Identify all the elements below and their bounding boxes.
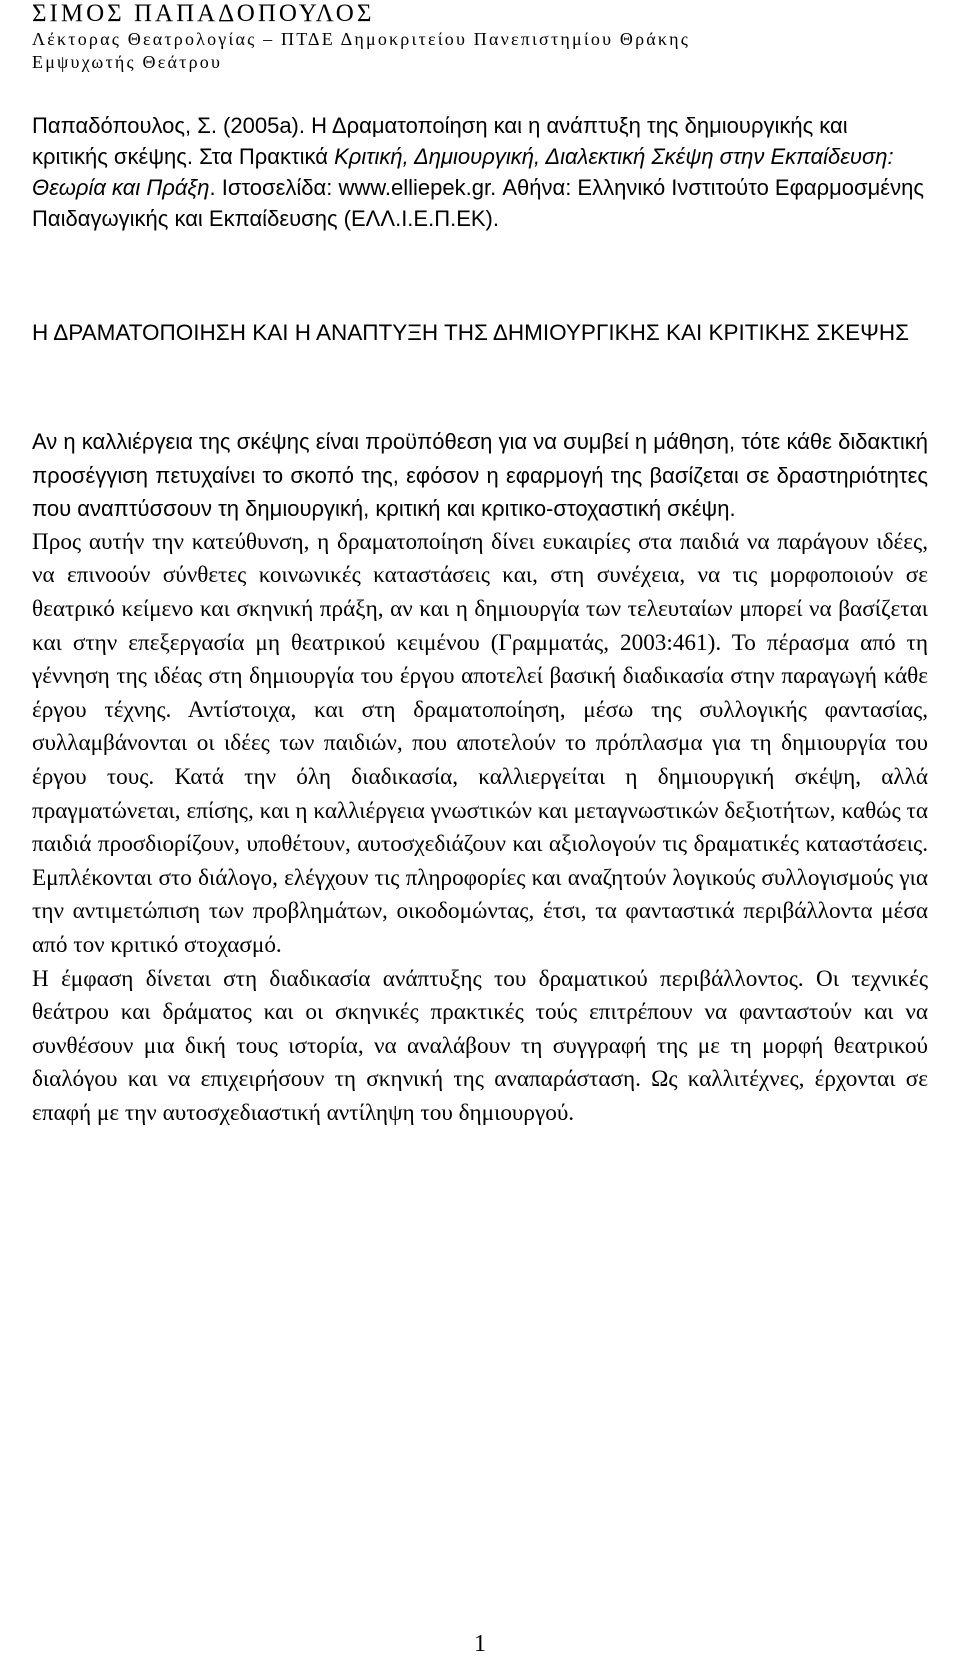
citation-text-start: Παπαδόπουλος, Σ. (2005a). Η Δραματοποίηση και η ανάπτυξη της δημιουργικής και κριτικής σκέψης. Στα Πρακτικά bbox=[32, 113, 848, 169]
paragraph-3: Η έμφαση δίνεται στη διαδικασία ανάπτυξης του δραματικού περιβάλλοντος. Οι τεχνικές θεάτρου και δράματος και οι σκηνικές πρακτικές τούς επιτρέπουν να φανταστούν και να συνθέσουν μια δική τους ιστορία, να αναλάβουν τη συγγραφή της με τη μορφή θεατρικού διαλόγου και να επιχειρήσουν τη σκηνική της αναπαράσταση. Ως καλλιτέχνες, έρχονται σε επαφή με την αυτοσχεδιαστική αντίληψη του δημιουργού. bbox=[32, 965, 928, 1126]
citation bbox=[32, 110, 928, 234]
citation-italic-title: Κριτική, Δημιουργική, Διαλεκτική Σκέψη στην Εκπαίδευση: Θεωρία και Πράξη bbox=[32, 144, 894, 200]
citation-text-end: . Ιστοσελίδα: www.elliepek.gr. Αθήνα: Ελληνικό Ινστιτούτο Εφαρμοσμένης Παιδαγωγικής και Εκπαίδευσης (ΕΛΛ.Ι.Ε.Π.ΕΚ). bbox=[32, 175, 924, 231]
paragraph-2: Προς αυτήν την κατεύθυνση, η δραματοποίηση δίνει ευκαιρίες στα παιδιά να παράγουν ιδέες, να επινοούν σύνθετες κοινωνικές καταστάσεις και, στη συνέχεια, να τις μορφοποιούν σε θεατρικό κείμενο και σκηνική πράξη, αν και η δημιουργία των τελευταίων μπορεί να βασίζεται και στην επεξεργασία μη θεατρικού κειμένου (Γραμματάς, 2003:461). Το πέρασμα από τη γέννηση της ιδέας στη δημιουργία του έργου αποτελεί βασική διαδικασία στην παραγωγή κάθε έργου τέχνης. Αντίστοιχα, και στη δραματοποίηση, μέσω της συλλογικής φαντασίας, συλλαμβάνονται οι ιδέες των παιδιών, που αποτελούν το πρόπλασμα για τη δημιουργία του έργου τους. Κατά την όλη διαδικασία, καλλιεργείται η δημιουργική σκέψη, αλλά πραγματώνεται, επίσης, και η καλλιέργεια γνωστικών και μεταγνωστικών δεξιοτήτων, καθώς τα παιδιά προσδιορίζουν, υποθέτουν, αυτοσχεδιάζουν και αξιολογούν τις δραματικές καταστάσεις. Εμπλέκονται στο διάλογο, ελέγχουν τις πληροφορίες και αναζητούν λογικούς συλλογισμούς για την αντιμετώπιση των προβλημάτων, οικοδομώντας, έτσι, τα φανταστικά περιβάλλοντα μέσα από τον κριτικό στοχασμό. bbox=[32, 528, 928, 958]
paragraph-1: Αν η καλλιέργεια της σκέψης είναι προϋπόθεση για να συμβεί η μάθηση, τότε κάθε διδακτική προσέγγιση πετυχαίνει το σκοπό της, εφόσον η εφαρμογή της βασίζεται σε δραστηριότητες που αναπτύσσουν τη δημιουργική, κριτική και κριτικο-στοχαστική σκέψη. bbox=[32, 429, 928, 522]
section-heading: Η ΔΡΑΜΑΤΟΠΟΙΗΣΗ ΚΑΙ Η ΑΝΑΠΤΥΞΗ ΤΗΣ ΔΗΜΙΟΥΡΓΙΚΗΣ ΚΑΙ ΚΡΙΤΙΚΗΣ ΣΚΕΨΗΣ bbox=[32, 320, 910, 345]
author-header bbox=[32, 0, 928, 74]
page-number: 1 bbox=[474, 1631, 486, 1657]
author-role: Λέκτορας Θεατρολογίας – ΠΤΔΕ Δημοκριτείου Πανεπιστημίου Θράκης bbox=[32, 29, 691, 49]
body-text bbox=[32, 425, 928, 1130]
author-affiliation: Εμψυχωτής Θεάτρου bbox=[32, 52, 223, 72]
author-name: ΣΙΜΟΣ ΠΑΠΑΔΟΠΟΥΛΟΣ bbox=[32, 0, 375, 27]
